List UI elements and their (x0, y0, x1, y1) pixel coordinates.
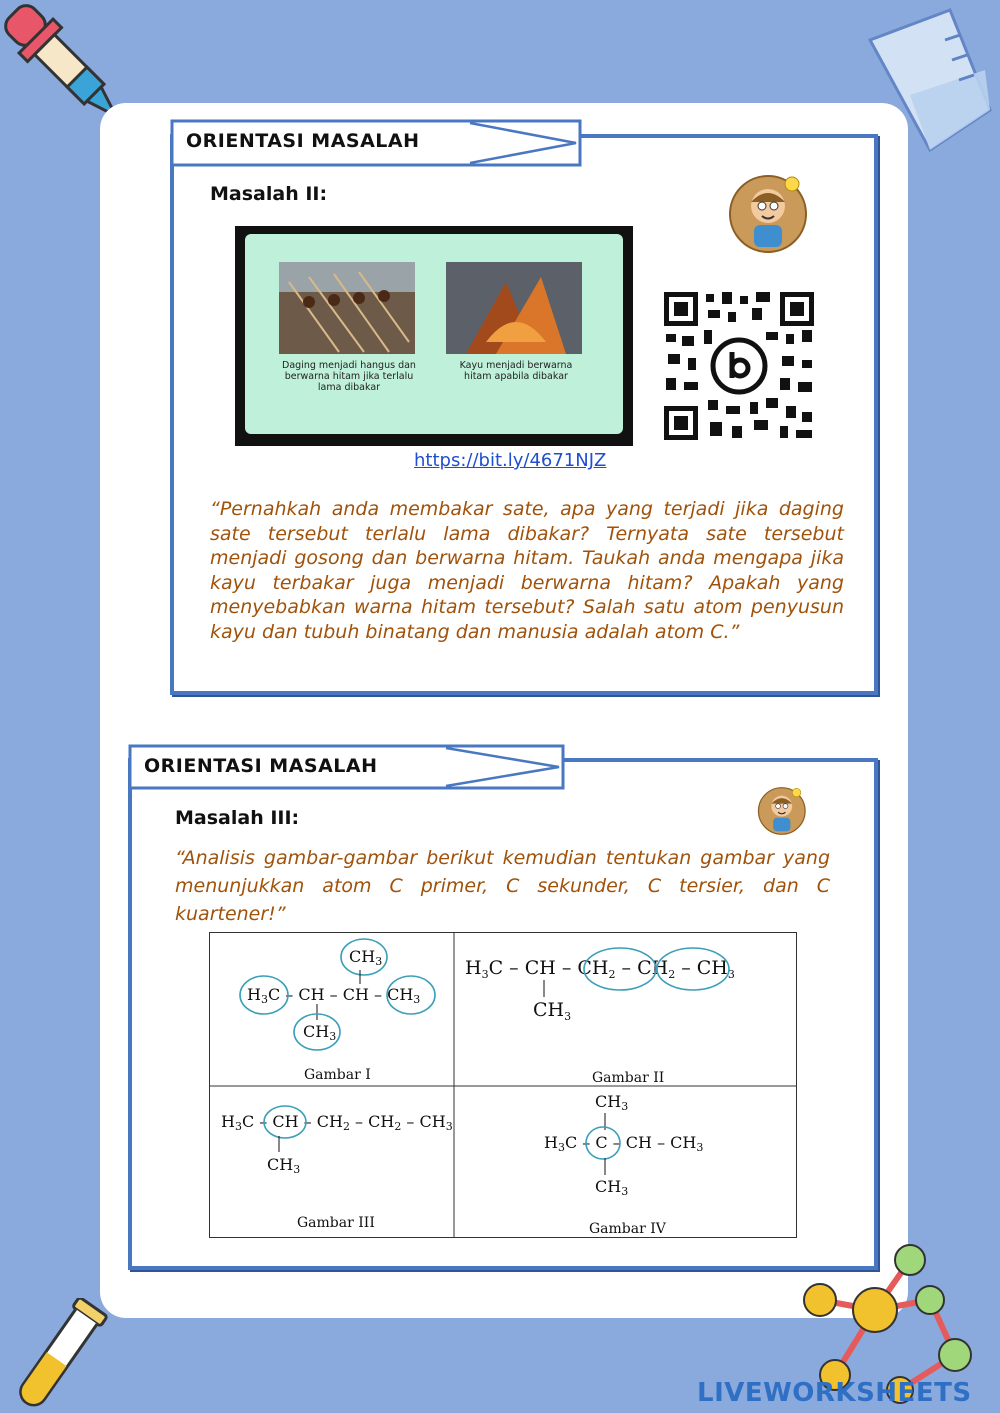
problem-quote-3: “Analisis gambar-gambar berikut kemudian tentukan gambar yang menunjukkan atom C primer, C sekunder, C tersier, dan C kuartener!” (175, 847, 830, 925)
section-tab-2 (128, 744, 565, 788)
caption-gambar-3: Gambar III (297, 1215, 375, 1231)
problem-heading: Masalah III: (175, 807, 300, 829)
section-tab-label: ORIENTASI MASALAH (144, 755, 378, 777)
svg-text:H3C – C – CH – CH3: H3C – C – CH – CH3 (544, 1133, 704, 1154)
problem-quote-2: “Pernahkah anda membakar sate, apa yang terjadi jika daging sate tersebut terlalu lama dibakar? Ternyata sate tersebut menjadi gosong dan berwarna hitam. Taukah anda mengapa jika kayu terbakar juga menjadi berwarna hitam? Apakah yang menyebabkan warna hitam tersebut? Salah satu atom penyusun kayu dan tubuh binatang dan manusia adalah atom C.” (210, 498, 844, 643)
svg-text:CH3: CH3 (349, 947, 383, 968)
caption-left: Daging menjadi hangus dan berwarna hitam jika terlalu lama dibakar (282, 360, 416, 393)
liveworksheets-watermark: LIVEWORKSHEETS (697, 1378, 972, 1408)
illustration-sate-kayu (235, 226, 633, 446)
caption-right: Kayu menjadi berwarna hitam apabila dibakar (459, 360, 573, 382)
caption-gambar-1: Gambar I (304, 1067, 371, 1083)
wood-fire-photo (446, 262, 582, 354)
section-tab-label: ORIENTASI MASALAH (186, 130, 420, 152)
svg-text:CH3: CH3 (595, 1177, 629, 1198)
svg-text:H3C – CH – CH2 – CH2 – CH3: $H_3C$ – CH – $CH_2 - CH_2 - CH_3$ (465, 957, 735, 981)
caption-gambar-4: Gambar IV (589, 1221, 666, 1237)
svg-text:CH3: $CH_3$ (533, 999, 572, 1023)
section-tab-1 (170, 119, 582, 163)
qr-code-icon[interactable] (662, 290, 816, 442)
svg-text:CH3: CH3 (267, 1155, 301, 1176)
caption-gambar-2: Gambar II (592, 1070, 665, 1086)
svg-text:CH3: CH3 (303, 1022, 337, 1043)
test-tube-icon (0, 1298, 110, 1413)
video-link[interactable]: https://bit.ly/4671NJZ (414, 450, 607, 471)
cartoon-teacher-icon (728, 170, 812, 258)
svg-text:CH3: CH3 (595, 1092, 629, 1113)
svg-text:H3C – CH – CH2 – CH2 – CH3: H3C – CH – CH2 – CH2 – CH3 (221, 1112, 453, 1133)
problem-heading: Masalah II: (210, 183, 328, 205)
cartoon-teacher-icon (756, 784, 810, 838)
chemical-structures-table (209, 932, 797, 1238)
sate-photo (279, 262, 415, 354)
svg-text:H3C – CH – CH – CH3: H3C – CH – CH – CH3 (247, 985, 421, 1006)
